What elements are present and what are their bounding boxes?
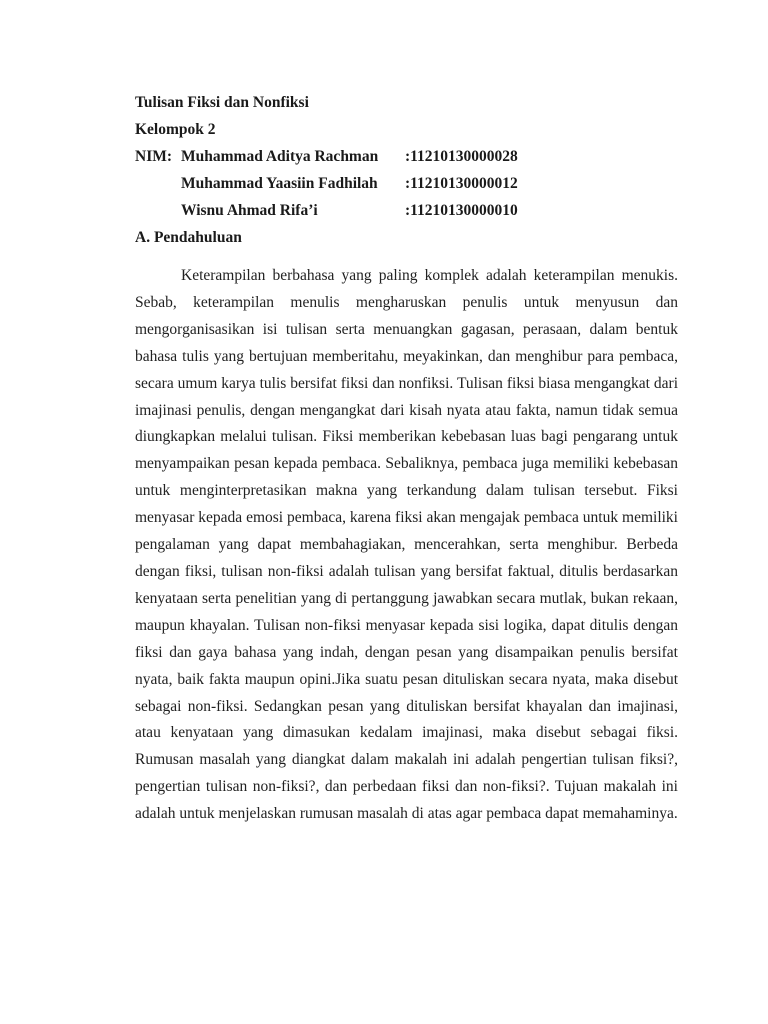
section-heading: A. Pendahuluan	[135, 229, 242, 246]
group-label: Kelompok 2	[135, 121, 216, 138]
member-nim: :11210130000012	[405, 175, 518, 192]
member-name: Muhammad Yaasiin Fadhilah	[181, 175, 378, 192]
member-name: Muhammad Aditya Rachman	[181, 148, 379, 165]
body-paragraph: Keterampilan berbahasa yang paling komplek adalah keterampilan menukis. Sebab, keterampilan menulis mengharuskan penulis untuk menyusun dan mengorganisasikan isi tulisan serta menuangkan gagasan, perasaan, dalam bentuk bahasa tulis yang bertujuan memberitahu, meyakinkan, dan menghibur para pembaca, secara umum karya tulis bersifat fiksi dan nonfiksi. Tulisan fiksi biasa mengangkat dari imajinasi penulis, dengan mengangkat dari kisah nyata atau fakta, namun tidak semua diungkapkan melalui tulisan. Fiksi memberikan kebebasan luas bagi pengarang untuk menyampaikan pesan kepada pembaca. Sebaliknya, pembaca juga memiliki kebebasan untuk menginterpretasikan makna yang terkandung dalam tulisan tersebut. Fiksi menyasar kepada emosi pembaca, karena fiksi akan mengajak pembaca untuk memiliki pengalaman yang dapat membahagiakan, mencerahkan, serta menghibur. Berbeda dengan fiksi, tulisan non-fiksi adalah tulisan yang bersifat faktual, ditulis berdasarkan kenyataan serta penelitian yang di pertanggung jawabkan secara mutlak, bukan rekaan, maupun khayalan. Tulisan non-fiksi menyasar kepada sisi logika, dapat ditulis dengan fiksi dan gaya bahasa yang indah, dengan pesan yang disampaikan penulis bersifat nyata, baik fakta maupun opini.Jika suatu pesan dituliskan secara nyata, maka disebut sebagai non-fiksi. Sedangkan pesan yang dituliskan bersifat khayalan dan imajinasi, atau kenyataan yang dimasukan kedalam imajinasi, maka disebut sebagai fiksi. Rumusan masalah yang diangkat dalam makalah ini adalah pengertian tulisan fiksi?, pengertian tulisan non-fiksi?, dan perbedaan fiksi dan non-fiksi?. Tujuan makalah ini adalah untuk menjelaskan rumusan masalah di atas agar pembaca dapat memahaminya.	[135, 267, 678, 823]
nim-label: NIM:	[135, 148, 173, 165]
member-nim: :11210130000028	[405, 148, 518, 165]
document-title: Tulisan Fiksi dan Nonfiksi	[135, 94, 309, 111]
member-name: Wisnu Ahmad Rifa’i	[181, 202, 318, 219]
member-nim: :11210130000010	[405, 202, 518, 219]
